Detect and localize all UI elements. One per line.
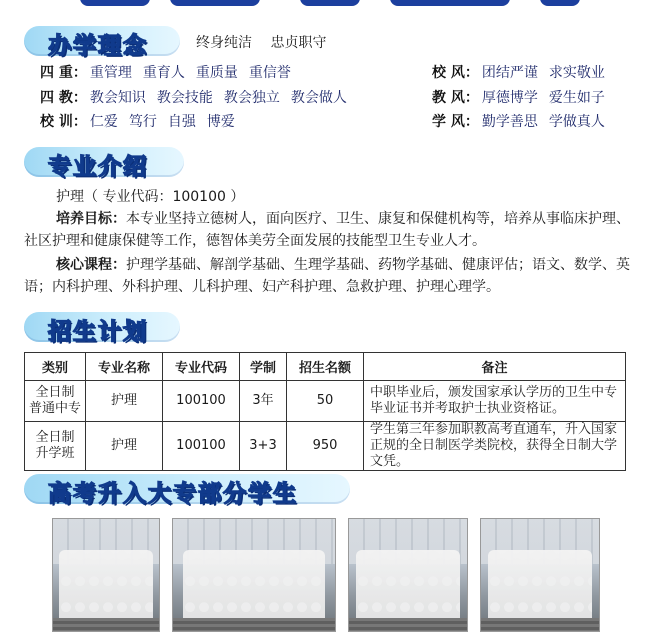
table-row [25, 422, 626, 471]
row-value: 厚德博学 [481, 90, 538, 106]
row-value: 勤学善思 [481, 114, 538, 130]
photos-title: 高考升入大专部分学生 [48, 481, 298, 507]
student-group-photo [172, 518, 336, 632]
note-cell: 学生第三年参加职教高考直通车，升入国家正规的全日制医学类院校，获得全日制大学文凭。 [364, 422, 626, 471]
left-row-sizhong [40, 65, 302, 81]
category-cell: 全日制 普通中专 [25, 381, 86, 422]
category-cell: 全日制 升学班 [25, 422, 86, 471]
header-cell: 备注 [364, 353, 626, 381]
school-motto [196, 32, 340, 52]
course-text: 护理学基础、解剖学基础、生理学基础、药物学基础、健康评估；语文、数学、英语；内科护理、外科护理、儿科护理、妇产科护理、急救护理、护理心理学。 [24, 257, 630, 295]
row-value: 重信誉 [248, 65, 291, 81]
row-key: 学 风： [432, 114, 479, 130]
row-value: 爱生如子 [548, 90, 605, 106]
row-value: 求实敬业 [548, 65, 605, 81]
row-value: 教会技能 [156, 90, 213, 106]
motto-item: 终身纯洁 [196, 35, 252, 51]
plan-title: 招生计划 [48, 319, 148, 345]
row-value: 重管理 [89, 65, 132, 81]
header-cell: 类别 [25, 353, 86, 381]
philosophy-title: 办学理念 [48, 33, 148, 59]
major-title: 专业介绍 [48, 154, 148, 180]
goal-label: 培养目标： [56, 211, 126, 227]
row-value: 教会做人 [290, 90, 347, 106]
code-cell: 100100 [163, 381, 240, 422]
philosophy-section-header [24, 26, 180, 59]
major-cell: 护理 [86, 422, 163, 471]
enrollment-plan-table [24, 352, 626, 471]
header-cell: 专业名称 [86, 353, 163, 381]
student-group-photo [52, 518, 160, 632]
right-row-jiaofeng [432, 90, 616, 106]
photos-section-header [24, 474, 350, 507]
row-key: 四 重： [40, 65, 87, 81]
plan-section-header [24, 312, 180, 345]
row-key: 校 训： [40, 114, 87, 130]
quota-cell: 950 [287, 422, 364, 471]
major-cell: 护理 [86, 381, 163, 422]
row-value: 仁爱 [89, 114, 118, 130]
row-key: 四 教： [40, 90, 87, 106]
years-cell: 3年 [240, 381, 287, 422]
table-header-row [25, 353, 626, 381]
code-cell: 100100 [163, 422, 240, 471]
row-value: 笃行 [128, 114, 157, 130]
row-key: 校 风： [432, 65, 479, 81]
top-banner-strip [0, 0, 650, 12]
course-label: 核心课程： [56, 257, 126, 273]
row-value: 博爱 [206, 114, 235, 130]
header-cell: 专业代码 [163, 353, 240, 381]
quota-cell: 50 [287, 381, 364, 422]
row-value: 自强 [167, 114, 196, 130]
student-group-photo [480, 518, 600, 632]
left-row-sijiao [40, 90, 358, 106]
row-value: 重育人 [142, 65, 185, 81]
goal-text: 本专业坚持立德树人，面向医疗、卫生、康复和保健机构等，培养从事临床护理、社区护理和健康保健等工作，德智体美劳全面发展的技能型卫生专业人才。 [24, 211, 630, 249]
header-cell: 招生名额 [287, 353, 364, 381]
row-value: 重质量 [195, 65, 238, 81]
years-cell: 3+3 [240, 422, 287, 471]
table-row [25, 381, 626, 422]
row-value: 学做真人 [548, 114, 605, 130]
major-code-line: 护理（ 专业代码：100100 ） [56, 189, 245, 205]
row-key: 教 风： [432, 90, 479, 106]
left-row-xiaoxun [40, 114, 246, 130]
header-cell: 学制 [240, 353, 287, 381]
major-section-header [24, 147, 184, 180]
student-group-photo [348, 518, 468, 632]
motto-item: 忠贞职守 [270, 35, 327, 51]
right-row-xuefeng [432, 114, 616, 130]
right-row-xiaofeng [432, 65, 616, 81]
row-value: 团结严谨 [481, 65, 538, 81]
note-cell: 中职毕业后，颁发国家承认学历的卫生中专毕业证书并考取护士执业资格证。 [364, 381, 626, 422]
training-goal [24, 208, 634, 252]
row-value: 教会独立 [223, 90, 280, 106]
row-value: 教会知识 [89, 90, 146, 106]
core-courses [24, 254, 634, 298]
